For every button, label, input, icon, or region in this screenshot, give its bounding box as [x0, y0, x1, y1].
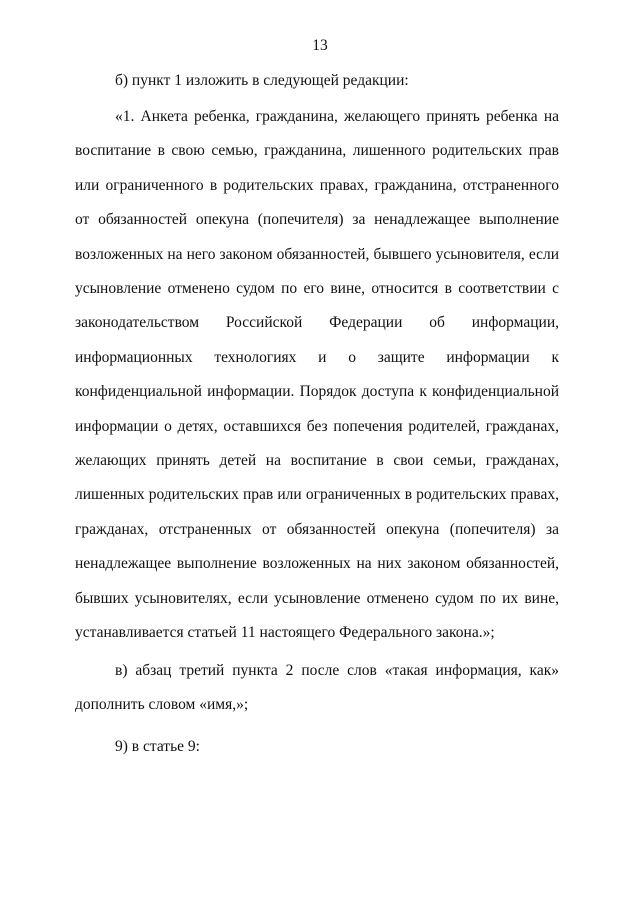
paragraph-quoted-item-1 [75, 100, 559, 651]
paragraph-text: б) пункт 1 изложить в следующей редакции: [115, 72, 409, 89]
paragraph-b-intro [75, 64, 559, 98]
paragraph-article-9 [75, 730, 559, 764]
paragraph-text: в) абзац третий пункта 2 после слов «такая информация, как» дополнить словом «имя,»; [75, 662, 559, 714]
paragraph-v-amendment [75, 654, 559, 723]
paragraph-text: 9) в статье 9: [115, 738, 200, 755]
paragraph-text: «1. Анкета ребенка, гражданина, желающего принять ребенка на воспитание в свою семью, гражданина, лишенного родительских прав или ограниченного в родительских правах, гражданина, отстраненного от обязанностей опекуна (попечителя) за ненадлежащее выполнение возложенных на него законом обязанностей, бывшего усыновителя, если усыновление отменено судом по его вине, относится в соответствии с законодательством Российской Федерации об информации, информационных технологиях и о защите информации к конфиденциальной информации. Порядок доступа к конфиденциальной информации о детях, оставшихся без попечения родителей, гражданах, желающих принять детей на воспитание в свои семьи, гражданах, лишенных родительских прав или ограниченных в родительских правах, гражданах, отстраненных от обязанностей опекуна (попечителя) за ненадлежащее выполнение возложенных на них законом обязанностей, бывших усыновителях, если усыновление отменено судом по их вине, устанавливается статьей 11 настоящего Федерального закона.»; [75, 108, 559, 642]
page-number: 13 [312, 37, 328, 54]
